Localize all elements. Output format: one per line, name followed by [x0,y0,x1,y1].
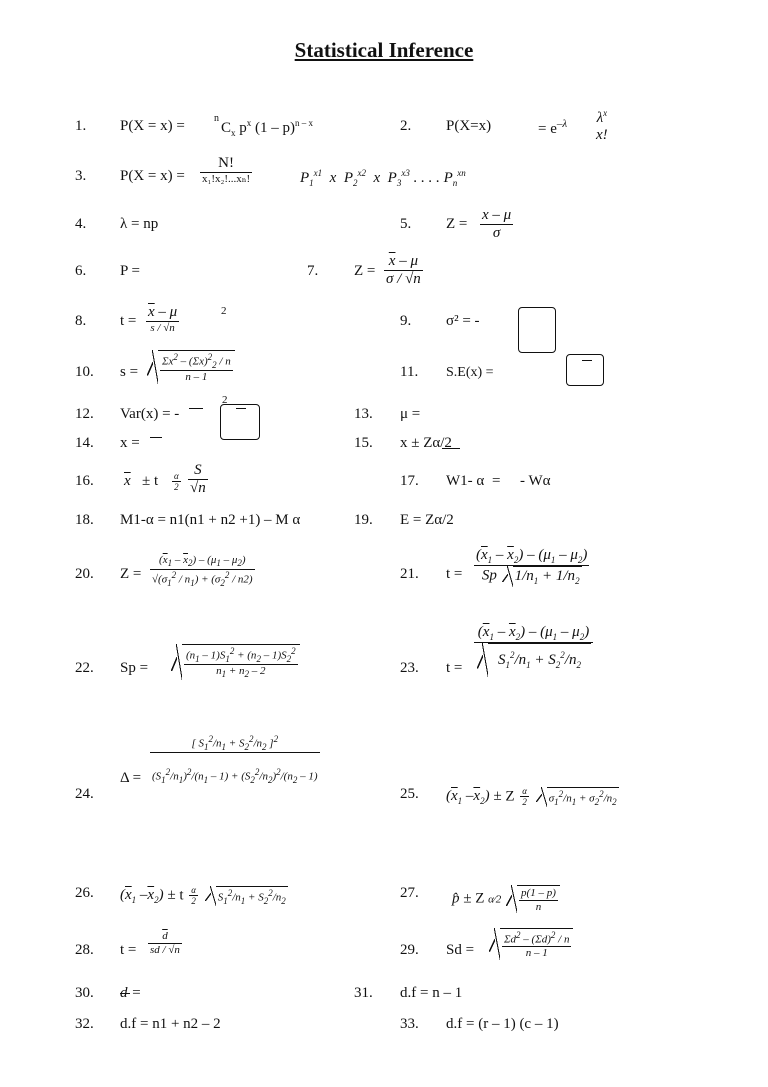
dash-mark [530,352,540,353]
formula-number: 7. [307,263,319,279]
formula-text: = [492,473,501,489]
formula-term: α⁄2 [488,893,502,906]
formula-number: 25. [400,786,419,802]
formula-number: 3. [75,168,87,184]
formula-t-pooled [446,547,588,587]
formula-poisson [446,108,608,144]
formula-t-paired [120,930,180,959]
formula-fraction: $\frac{\overline{d}}{sd / √n}$ [150,930,180,956]
formula-delta [120,734,318,787]
formula-label: P(X = x) = [120,118,185,134]
formula-mu: μ = [400,406,421,422]
formula-number: 31. [354,985,373,1001]
formula-sup: 2 [222,394,228,406]
formula-fraction: $\frac{(n_1 - 1)S_1^2 + (n_2 - 1)S_2^2}{n_1 + n_2 - 2}$ [186,646,296,680]
formula-number: 26. [75,885,94,901]
formula-radical [517,885,560,913]
formula-z-two-sample [120,554,253,588]
formula-t-interval [120,462,206,497]
formula-t-interval-two [120,885,288,907]
formula-standard-error [446,364,494,381]
formula-label: W1- α [446,473,485,489]
formula-label: x ± Zα/2 [400,435,452,451]
formula-z-score [446,207,512,242]
formula-variance [446,313,480,330]
formula-number: 11. [400,364,419,380]
formula-fraction: $\frac{p(1 - p)}{n}$ [521,887,556,913]
formula-number: 1. [75,118,87,134]
formula-binomial [120,113,314,138]
formula-label: t = [120,313,137,329]
formula-number: 28. [75,942,94,958]
formula-var-mean [120,406,179,423]
formula-p: P = [120,263,140,279]
formula-label: t = [446,566,463,582]
formula-numerator: N! [200,155,252,173]
formula-number: 17. [400,473,419,489]
formula-label: t [179,887,184,904]
formula-number: 29. [400,942,419,958]
formula-fraction: $\frac{(\overline{x}_1 - \overline{x}_2) - (\mu_1 - \mu_2)}{√(\sigma_1^2 / n_1) + (\sigma_2^2 / n2)}$ [152,554,253,588]
formula-interval [400,435,452,452]
formula-text: = e [538,121,557,137]
formula-fraction: $\frac{\overline{x} - \mu}{\sigma / √n}$ [386,253,421,288]
formula-number: 15. [354,435,373,451]
formula-term: ($\overline{x}_1$ $-\overline{x}_2$) ± [120,887,176,906]
bracket-shape [566,354,604,386]
formula-label: Z = [446,216,468,232]
formula-number: 30. [75,985,94,1001]
dash-mark [442,448,460,449]
formula-denominator: x₁!x₂!...xₙ! [202,173,251,186]
formula-wilcoxon [446,473,551,490]
formula-fraction: $\frac{\alpha}{2}$ [174,471,179,493]
dash-mark [582,360,592,361]
formula-t-welch [446,624,590,677]
formula-radical [158,350,235,384]
formula-number: 18. [75,512,94,528]
formula-label: P(X=x) [446,118,492,134]
formula-sup: n [214,113,219,124]
formula-radical [500,928,573,960]
formula-number: 33. [400,1016,419,1032]
formula-label: P(X = x) = [120,168,185,184]
formula-term: $C_x$ $p^x$ (1 – p)$^{n - x}$ [221,118,314,138]
dash-mark [120,993,130,994]
formula-term: p̂ ± [452,890,472,907]
formula-label: Z [475,890,485,907]
formula-sd-diff [446,930,570,960]
formula-number: 2. [400,118,412,134]
formula-lambda: λ = np [120,216,159,232]
formula-number: 16. [75,473,94,489]
formula-label: Var(x) = - [120,406,180,422]
formula-fraction: $\frac{[ S_1^2/n_1 + S_2^2/n_2 ]^2}{(S_1^2/n_1)^2/(n_1 - 1) + (S_2^2/n_2)^2/(n_2 - 1)}$ [152,734,318,786]
formula-z-mean [354,253,421,288]
formula-number: 13. [354,406,373,422]
formula-z-interval [446,786,619,808]
formula-label: σ² = - [446,313,480,329]
formula-number: 6. [75,263,87,279]
formula-number: 10. [75,364,94,380]
formula-label: d = [120,985,142,1001]
formula-label: t = [120,942,137,958]
dash-mark [189,408,203,409]
bracket-shape [518,307,556,353]
formula-label: t = [446,660,463,676]
formula-fraction: $\frac{S}{√n}$ [190,462,206,497]
dash-mark [150,437,162,438]
formula-radical [182,644,300,680]
formula-number: 23. [400,660,419,676]
formula-number: 24. [75,786,94,802]
formula-fraction [200,155,252,186]
formula-df-chi: d.f = (r – 1) (c – 1) [446,1016,559,1032]
formula-label: Z [505,788,515,805]
formula-fraction: $\frac{\Sigma d^2 - (\Sigma d)^2 / n}{n - 1}$ [504,930,570,960]
formula-error: E = Zα/2 [400,512,454,528]
formula-radical: $S_1^2/n_1 + S_2^2/n_2$ [217,887,286,906]
formula-t [120,304,227,335]
formula-df-one: d.f = n – 1 [400,985,463,1001]
formula-term: ($\overline{x}_1$ $-\overline{x}_2$) ± [446,788,502,807]
formula-label: Δ = [120,770,142,786]
formula-number: 21. [400,566,419,582]
formula-number: 8. [75,313,87,329]
formula-fraction: $\frac{\alpha}{2}$ [191,885,196,907]
formula-number: 19. [354,512,373,528]
formula-label: s = [120,364,139,380]
formula-label: Sd = [446,942,475,958]
formula-fraction: $\overline{x}$ – μ s / √n [148,304,178,335]
formula-std-dev [120,352,231,384]
formula-term: = $e^{-\lambda}$ [538,118,568,137]
formula-label: Z = [354,263,376,279]
formula-fraction: $\frac{\alpha}{2}$ [522,786,527,808]
formula-text: - Wα [520,473,551,489]
formula-number: 14. [75,435,94,451]
formula-label: Sp = [120,660,149,676]
formula-multinomial [120,155,466,188]
formula-fraction: $\frac{\Sigma x^2 - (\Sigma x)^2_2 / n}{n - 1}$ [162,352,231,384]
formula-fraction: $\frac{(\overline{x}_1 - \overline{x}_2) - (\mu_1 - \mu_2)}{S_1^2/n_1 + S_2^2/n_2}$ [474,624,593,677]
bracket-shape [220,404,260,440]
formula-number: 5. [400,216,412,232]
formula-d-bar [120,985,141,1002]
formula-sup: 2 [221,305,227,317]
formula-symbol: $\overline{x}$ [124,473,131,489]
formula-label: Z = [120,566,142,582]
formula-number: 27. [400,885,419,901]
formula-number: 22. [75,660,94,676]
formula-pooled-sd [120,646,296,680]
formula-label: S.E(x) = [446,365,494,380]
formula-label: x = [120,435,140,451]
dash-mark [236,408,246,409]
formula-fraction: $\frac{(\overline{x}_1 - \overline{x}_2) - (\mu_1 - \mu_2)}{Sp 1/n_1 + 1/n_2}$ [476,547,588,587]
formula-number: 20. [75,566,94,582]
formula-number: 32. [75,1016,94,1032]
formula-fraction: $\frac{x - \mu}{\sigma}$ [482,207,512,242]
formula-radical: $\sigma_1^2/n_1 + \sigma_2^2/n_2$ [548,788,617,807]
formula-proportion-interval [452,885,560,913]
formula-mann-whitney: M1-α = n1(n1 + n2 +1) – M α [120,512,301,528]
formula-number: 12. [75,406,94,422]
formula-df-two: d.f = n1 + n2 – 2 [120,1016,221,1032]
formula-fraction: $\lambda^x$ x! [596,108,608,144]
formula-number: 9. [400,313,412,329]
formula-x-bar [120,435,140,452]
formula-label: ± t [142,473,159,489]
page-title: Statistical Inference [294,38,474,62]
formula-number: 4. [75,216,87,232]
formula-term: $P_1^{x1}$ x $P_2^{x2}$ x $P_3^{x3}$ . . . . $P_n^{xn}$ [300,168,466,188]
